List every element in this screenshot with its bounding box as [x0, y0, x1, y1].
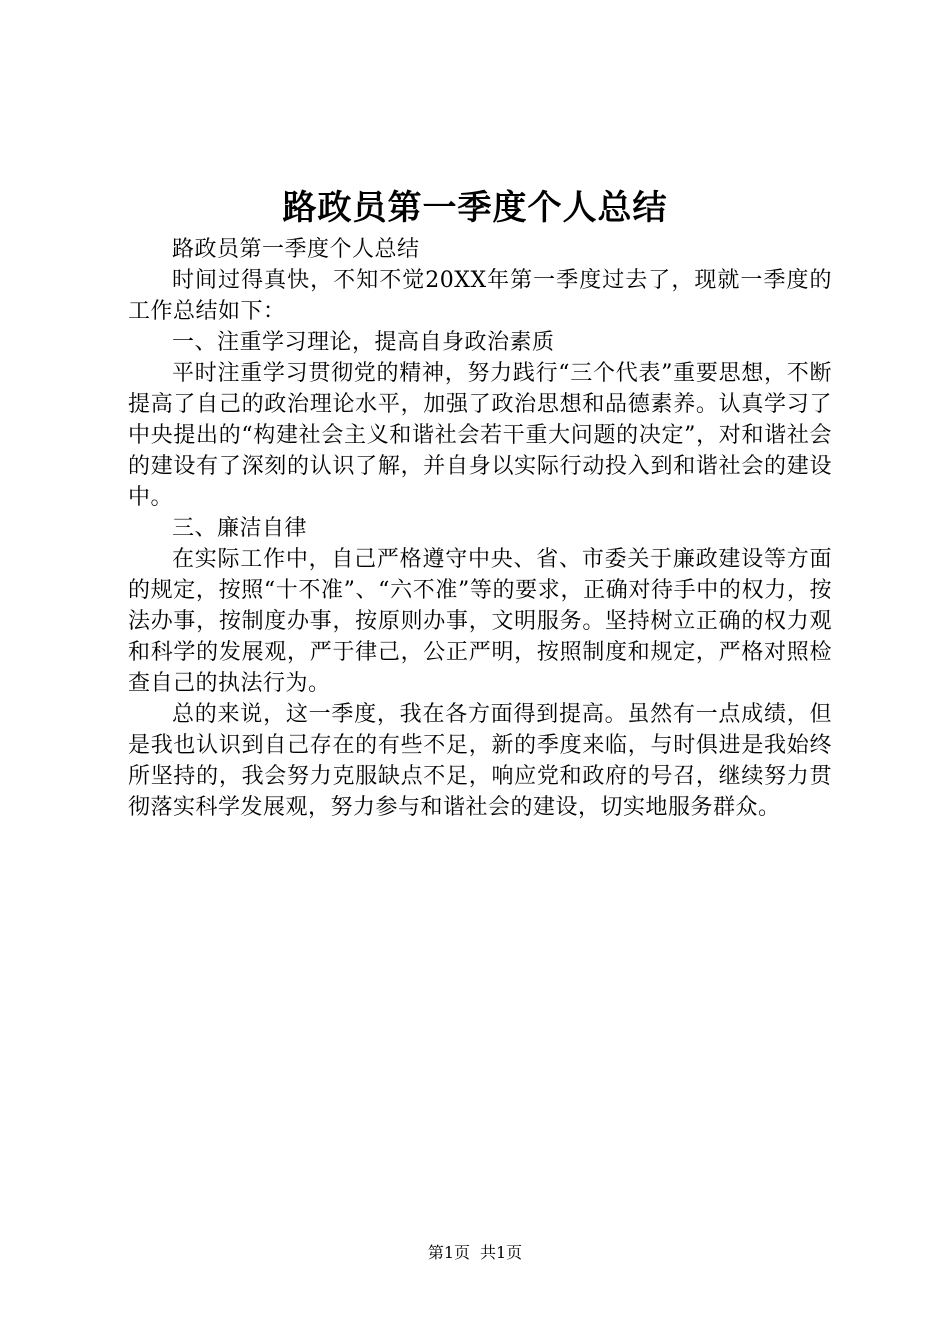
- page-number-total: 共1页: [480, 1243, 523, 1262]
- paragraph-integrity: 在实际工作中，自己严格遵守中央、省、市委关于廉政建设等方面的规定，按照“十不准”、“六不准”等的要求，正确对待手中的权力，按法办事，按制度办事，按原则办事，文明服务。坚持树立正确的权力观和科学的发展观，严于律己，公正严明，按照制度和规定，严格对照检查自己的执法行为。: [128, 547, 832, 696]
- page-footer: [0, 1242, 950, 1264]
- page-number-current: 第1页: [427, 1243, 470, 1262]
- paragraph-conclusion: 总的来说，这一季度，我在各方面得到提高。虽然有一点成绩，但是我也认识到自己存在的有些不足，新的季度来临，与时俱进是我始终所坚持的，我会努力克服缺点不足，响应党和政府的号召，继续努力贯彻落实科学发展观，努力参与和谐社会的建设，切实地服务群众。: [128, 702, 832, 820]
- section-heading-study: 一、注重学习理论，提高自身政治素质: [172, 330, 555, 355]
- document-title: 路政员第一季度个人总结: [282, 188, 668, 228]
- paragraph-intro: 时间过得真快，不知不觉20XX年第一季度过去了，现就一季度的工作总结如下：: [128, 268, 832, 324]
- section-heading-integrity: 三、廉洁自律: [172, 516, 308, 541]
- paragraph-study: 平时注重学习贯彻党的精神，努力践行“三个代表”重要思想，不断提高了自己的政治理论水平，加强了政治思想和品德素养。认真学习了中央提出的“构建社会主义和谐社会若干重大问题的决定”，对和谐社会的建设有了深刻的认识了解，并自身以实际行动投入到和谐社会的建设中。: [128, 361, 832, 510]
- document-body: [128, 234, 832, 823]
- paragraph-subtitle: 路政员第一季度个人总结: [172, 237, 420, 262]
